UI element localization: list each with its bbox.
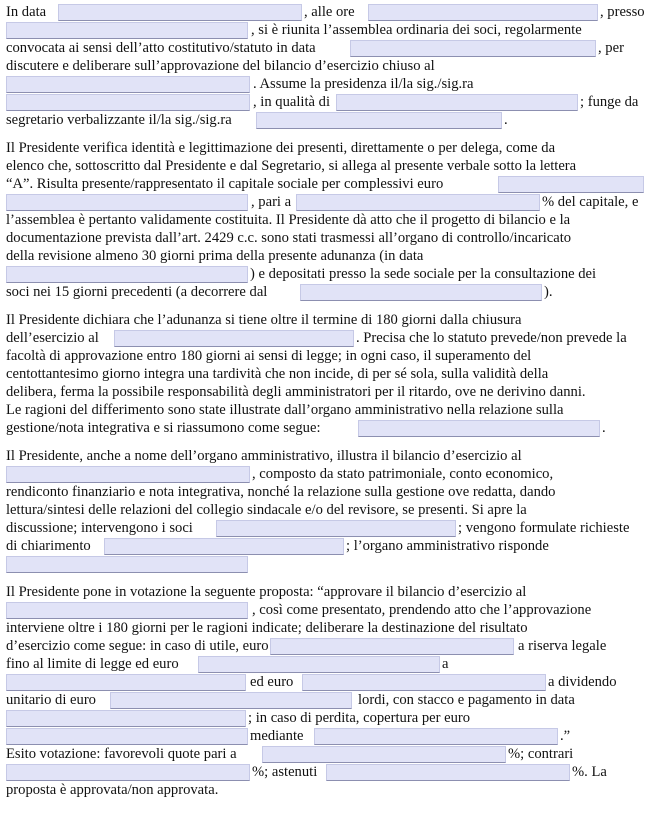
- line: [6, 656, 652, 673]
- text: ; funge da: [580, 94, 639, 110]
- transmission-date-field[interactable]: [6, 266, 248, 283]
- text: , composto da stato patrimoniale, conto economico,: [252, 466, 554, 482]
- payment-date-field[interactable]: [6, 710, 246, 727]
- text: elenco che, sottoscritto dal Presidente e dal Segretario, si allega al presente verbale sotto la lettera: [6, 158, 577, 174]
- meeting-place-field[interactable]: [6, 22, 248, 39]
- text: Il Presidente, anche a nome dell’organo amministrativo, illustra il bilancio d’esercizio al: [6, 448, 522, 464]
- share-capital-amount-continued-field[interactable]: [6, 194, 248, 211]
- proposal-balance-date-field[interactable]: [6, 602, 248, 619]
- fiscal-year-end-field[interactable]: [6, 76, 250, 93]
- line: [6, 602, 652, 619]
- text: “A”. Risulta presente/rappresentato il capitale sociale per complessivi euro: [6, 176, 444, 192]
- text: delibera, ferma la possibile responsabilità degli amministratori per il ritardo, ove ne derivino danni.: [6, 384, 586, 400]
- loss-coverage-amount-field[interactable]: [6, 728, 248, 745]
- line: [6, 4, 652, 21]
- line: [6, 76, 652, 93]
- balance-sheet-date-field[interactable]: [6, 466, 250, 483]
- text: fino al limite di legge ed euro: [6, 656, 179, 672]
- text: facoltà di approvazione entro 180 giorni ai sensi di legge; in ogni caso, il superamento del: [6, 348, 532, 364]
- secretary-name-field[interactable]: [256, 112, 502, 129]
- line: [6, 58, 652, 75]
- line: [6, 194, 652, 211]
- line: [6, 746, 652, 763]
- deposit-start-date-field[interactable]: [300, 284, 542, 301]
- meeting-date-field[interactable]: [58, 4, 302, 21]
- intervening-members-field[interactable]: [216, 520, 456, 537]
- line: [6, 266, 652, 283]
- line: [6, 402, 652, 419]
- text: % del capitale, e: [542, 194, 639, 210]
- text: della revisione almeno 30 giorni prima della presente adunanza (in data: [6, 248, 424, 264]
- text: unitario di euro: [6, 692, 96, 708]
- line: [6, 556, 652, 573]
- text: discussione; intervengono i soci: [6, 520, 193, 536]
- line: [6, 158, 652, 175]
- line: [6, 620, 652, 637]
- text: In data: [6, 4, 47, 20]
- allocation-destination-field[interactable]: [6, 674, 246, 691]
- text: Esito votazione: favorevoli quote pari a: [6, 746, 237, 762]
- line: [6, 212, 652, 229]
- text: , così come presentato, prendendo atto che l’approvazione: [252, 602, 592, 618]
- text: %. La: [572, 764, 607, 780]
- text: ) e depositati presso la sede sociale per la consultazione dei: [250, 266, 597, 282]
- text: a dividendo: [548, 674, 617, 690]
- line: [6, 764, 652, 781]
- line: [6, 484, 652, 501]
- dividend-amount-field[interactable]: [302, 674, 546, 691]
- text: a: [442, 656, 449, 672]
- line: [6, 140, 652, 157]
- meeting-time-field[interactable]: [368, 4, 598, 21]
- text: , presso: [600, 4, 645, 20]
- text: , alle ore: [304, 4, 355, 20]
- text: %; astenuti: [252, 764, 318, 780]
- text: mediante: [250, 728, 304, 744]
- line: [6, 94, 652, 111]
- text: , si è riunita l’assemblea ordinaria dei soci, regolarmente: [251, 22, 582, 38]
- text: ).: [544, 284, 553, 300]
- text: d’esercizio come segue: in caso di utile, euro: [6, 638, 269, 654]
- text: l’assemblea è pertanto validamente costituita. Il Presidente dà atto che il progetto di bilancio e la: [6, 212, 571, 228]
- text: interviene oltre i 180 giorni per le ragioni indicate; deliberare la destinazione del risultato: [6, 620, 528, 636]
- text: lettura/sintesi delle relazioni del collegio sindacale e/o del revisore, se presenti. Si apre la: [6, 502, 527, 518]
- capital-percentage-field[interactable]: [296, 194, 540, 211]
- line: [6, 710, 652, 727]
- text: lordi, con stacco e pagamento in data: [358, 692, 575, 708]
- text: , pari a: [251, 194, 292, 210]
- president-role-field[interactable]: [336, 94, 578, 111]
- line: [6, 176, 652, 193]
- line: [6, 420, 652, 437]
- text: proposta è approvata/non approvata.: [6, 782, 219, 798]
- text: Il Presidente pone in votazione la seguente proposta: “approvare il bilancio d’esercizio al: [6, 584, 527, 600]
- line: [6, 502, 652, 519]
- text: discutere e deliberare sull’approvazione del bilancio d’esercizio chiuso al: [6, 58, 435, 74]
- text: .: [602, 420, 606, 436]
- line: [6, 448, 652, 465]
- line: [6, 584, 652, 601]
- text: ; l’organo amministrativo risponde: [346, 538, 549, 554]
- delay-reasons-field[interactable]: [358, 420, 600, 437]
- line: [6, 312, 652, 329]
- text: soci nei 15 giorni precedenti (a decorrere dal: [6, 284, 268, 300]
- votes-abstained-field[interactable]: [326, 764, 570, 781]
- text: ; vengono formulate richieste: [458, 520, 630, 536]
- text: Il Presidente dichiara che l’adunanza si tiene oltre il termine di 180 giorni dalla chiusura: [6, 312, 522, 328]
- line: [6, 40, 652, 57]
- line: [6, 248, 652, 265]
- line: [6, 538, 652, 555]
- text: Le ragioni del differimento sono state illustrate dall’organo amministrativo nella relazione sulla: [6, 402, 564, 418]
- text: , in qualità di: [253, 94, 331, 110]
- text: segretario verbalizzante il/la sig./sig.ra: [6, 112, 232, 128]
- text: convocata ai sensi dell’atto costitutivo/statuto in data: [6, 40, 316, 56]
- unit-dividend-field[interactable]: [110, 692, 352, 709]
- line: [6, 366, 652, 383]
- line: [6, 284, 652, 301]
- line: [6, 112, 652, 129]
- clarification-requests-field[interactable]: [104, 538, 344, 555]
- line: [6, 692, 652, 709]
- line: [6, 384, 652, 401]
- text: , per: [598, 40, 624, 56]
- line: [6, 674, 652, 691]
- president-name-field[interactable]: [6, 94, 250, 111]
- text: Il Presidente verifica identità e legittimazione dei presenti, direttamente o per delega, come da: [6, 140, 556, 156]
- line: [6, 466, 652, 483]
- text: %; contrari: [508, 746, 574, 762]
- text: .: [504, 112, 508, 128]
- line: [6, 638, 652, 655]
- votes-against-field[interactable]: [6, 764, 250, 781]
- line: [6, 22, 652, 39]
- line: [6, 728, 652, 745]
- share-capital-amount-field[interactable]: [498, 176, 644, 193]
- text: dell’esercizio al: [6, 330, 99, 346]
- loss-coverage-method-field[interactable]: [314, 728, 558, 745]
- legal-reserve-amount-field[interactable]: [270, 638, 514, 655]
- line: [6, 348, 652, 365]
- allocation-amount-field[interactable]: [198, 656, 440, 673]
- text: ; in caso di perdita, copertura per euro: [248, 710, 471, 726]
- fiscal-year-close-field[interactable]: [114, 330, 354, 347]
- text: ed euro: [250, 674, 294, 690]
- text: centottantesimo giorno integra una tardività che non incide, di per sé sola, sulla validità della: [6, 366, 549, 382]
- text: gestione/nota integrativa e si riassumono come segue:: [6, 420, 321, 436]
- text: . Assume la presidenza il/la sig./sig.ra: [253, 76, 474, 92]
- line: [6, 330, 652, 347]
- line: [6, 520, 652, 537]
- text: documentazione prevista dall’art. 2429 c.c. sono stati trasmessi all’organo di controllo/incaricato: [6, 230, 572, 246]
- text: rendiconto finanziario e nota integrativa, nonché la relazione sulla gestione ove redatta, dando: [6, 484, 556, 500]
- convocation-date-field[interactable]: [350, 40, 596, 57]
- text: di chiarimento: [6, 538, 91, 554]
- votes-in-favor-field[interactable]: [262, 746, 506, 763]
- admin-response-field[interactable]: [6, 556, 248, 573]
- text: . Precisa che lo statuto prevede/non prevede la: [356, 330, 627, 346]
- line: [6, 782, 652, 799]
- text: .”: [560, 728, 571, 744]
- text: a riserva legale: [518, 638, 607, 654]
- line: [6, 230, 652, 247]
